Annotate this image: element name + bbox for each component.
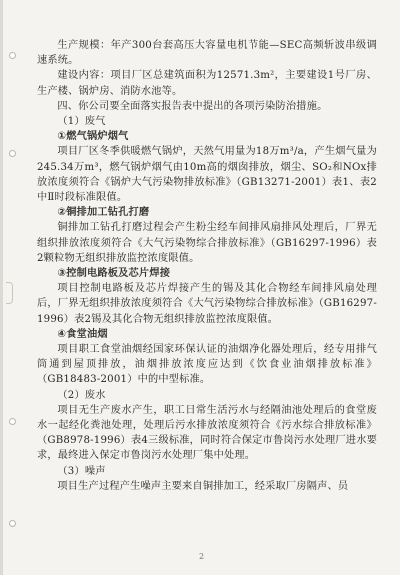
wastewater-heading: （2）废水 xyxy=(57,389,106,401)
circuit-welding-paragraph: 项目控制电路板及芯片焊接产生的锡及其化合物经车间排风扇处理后，厂界无组织排放浓度须符合《大气污染物综合排放标准》（GB16297-1996）表2锡及其化合物无组织排放监控浓度限值。 xyxy=(37,283,377,325)
binding-hole xyxy=(9,520,16,527)
exhaust-gas-heading: （1）废气 xyxy=(57,116,106,128)
copper-drilling-heading: ②铜排加工钻孔打磨 xyxy=(57,207,150,219)
gas-boiler-paragraph: 项目厂区冬季供暖燃气锅炉，天然气用量为18万m³/a，产生烟气量为245.34万m³，燃气锅炉烟气由10m高的烟囱排放，烟尘、SO₂和NOx排放浓度须符合《锅炉大气污染物排放标准》（GB13271-2001）表1、表2中Ⅱ时段标准限值。 xyxy=(37,146,377,204)
binding-staple xyxy=(6,282,13,304)
production-scale-paragraph: 生产规模：年产300台套高压大容量电机节能—SEC高频斩波串级调速系统。 xyxy=(37,40,377,67)
section-four-heading: 四、你公司要全面落实报告表中提出的各项污染防治措施。 xyxy=(57,100,328,112)
noise-heading: （3）噪声 xyxy=(57,465,106,477)
wastewater-paragraph: 项目无生产废水产生，职工日常生活污水与经隔油池处理后的食堂废水一起经化粪池处理，处理后污水排放浓度须符合《污水综合排放标准》（GB8978-1996）表4三级标准，同时符合保定市鲁岗污水处理厂进水要求，最终进入保定市鲁岗污水处理厂集中处理。 xyxy=(37,404,377,462)
copper-drilling-paragraph: 铜排加工钻孔打磨过程会产生粉尘经车间排风扇排风处理后，厂界无组织排放浓度须符合《大气污染物综合排放标准》（GB16297-1996）表2颗粒物无组织排放监控浓度限值。 xyxy=(37,222,377,264)
noise-paragraph: 项目生产过程产生噪声主要来自铜排加工，经采取厂房隔声、员 xyxy=(57,480,349,492)
gas-boiler-heading: ①燃气锅炉烟气 xyxy=(57,131,129,143)
canteen-fume-paragraph: 项目职工食堂油烟经国家环保认证的油烟净化器处理后，经专用排气筒通到屋顶排放，油烟排放浓度应达到《饮食业油烟排放标准》（GB18483-2001）中的中型标准。 xyxy=(37,344,377,386)
document-body xyxy=(37,38,377,494)
binding-hole xyxy=(9,52,16,59)
construction-content-paragraph: 建设内容：项目厂区总建筑面积为12571.3m²，主要建设1号厂房、生产楼、锅炉房、消防水池等。 xyxy=(37,70,377,97)
page-number: 2 xyxy=(198,552,205,561)
canteen-fume-heading: ④食堂油烟 xyxy=(57,328,108,340)
circuit-welding-heading: ③控制电路板及芯片焊接 xyxy=(57,268,171,280)
binding-hole xyxy=(9,418,16,425)
binding-hole xyxy=(9,150,16,157)
